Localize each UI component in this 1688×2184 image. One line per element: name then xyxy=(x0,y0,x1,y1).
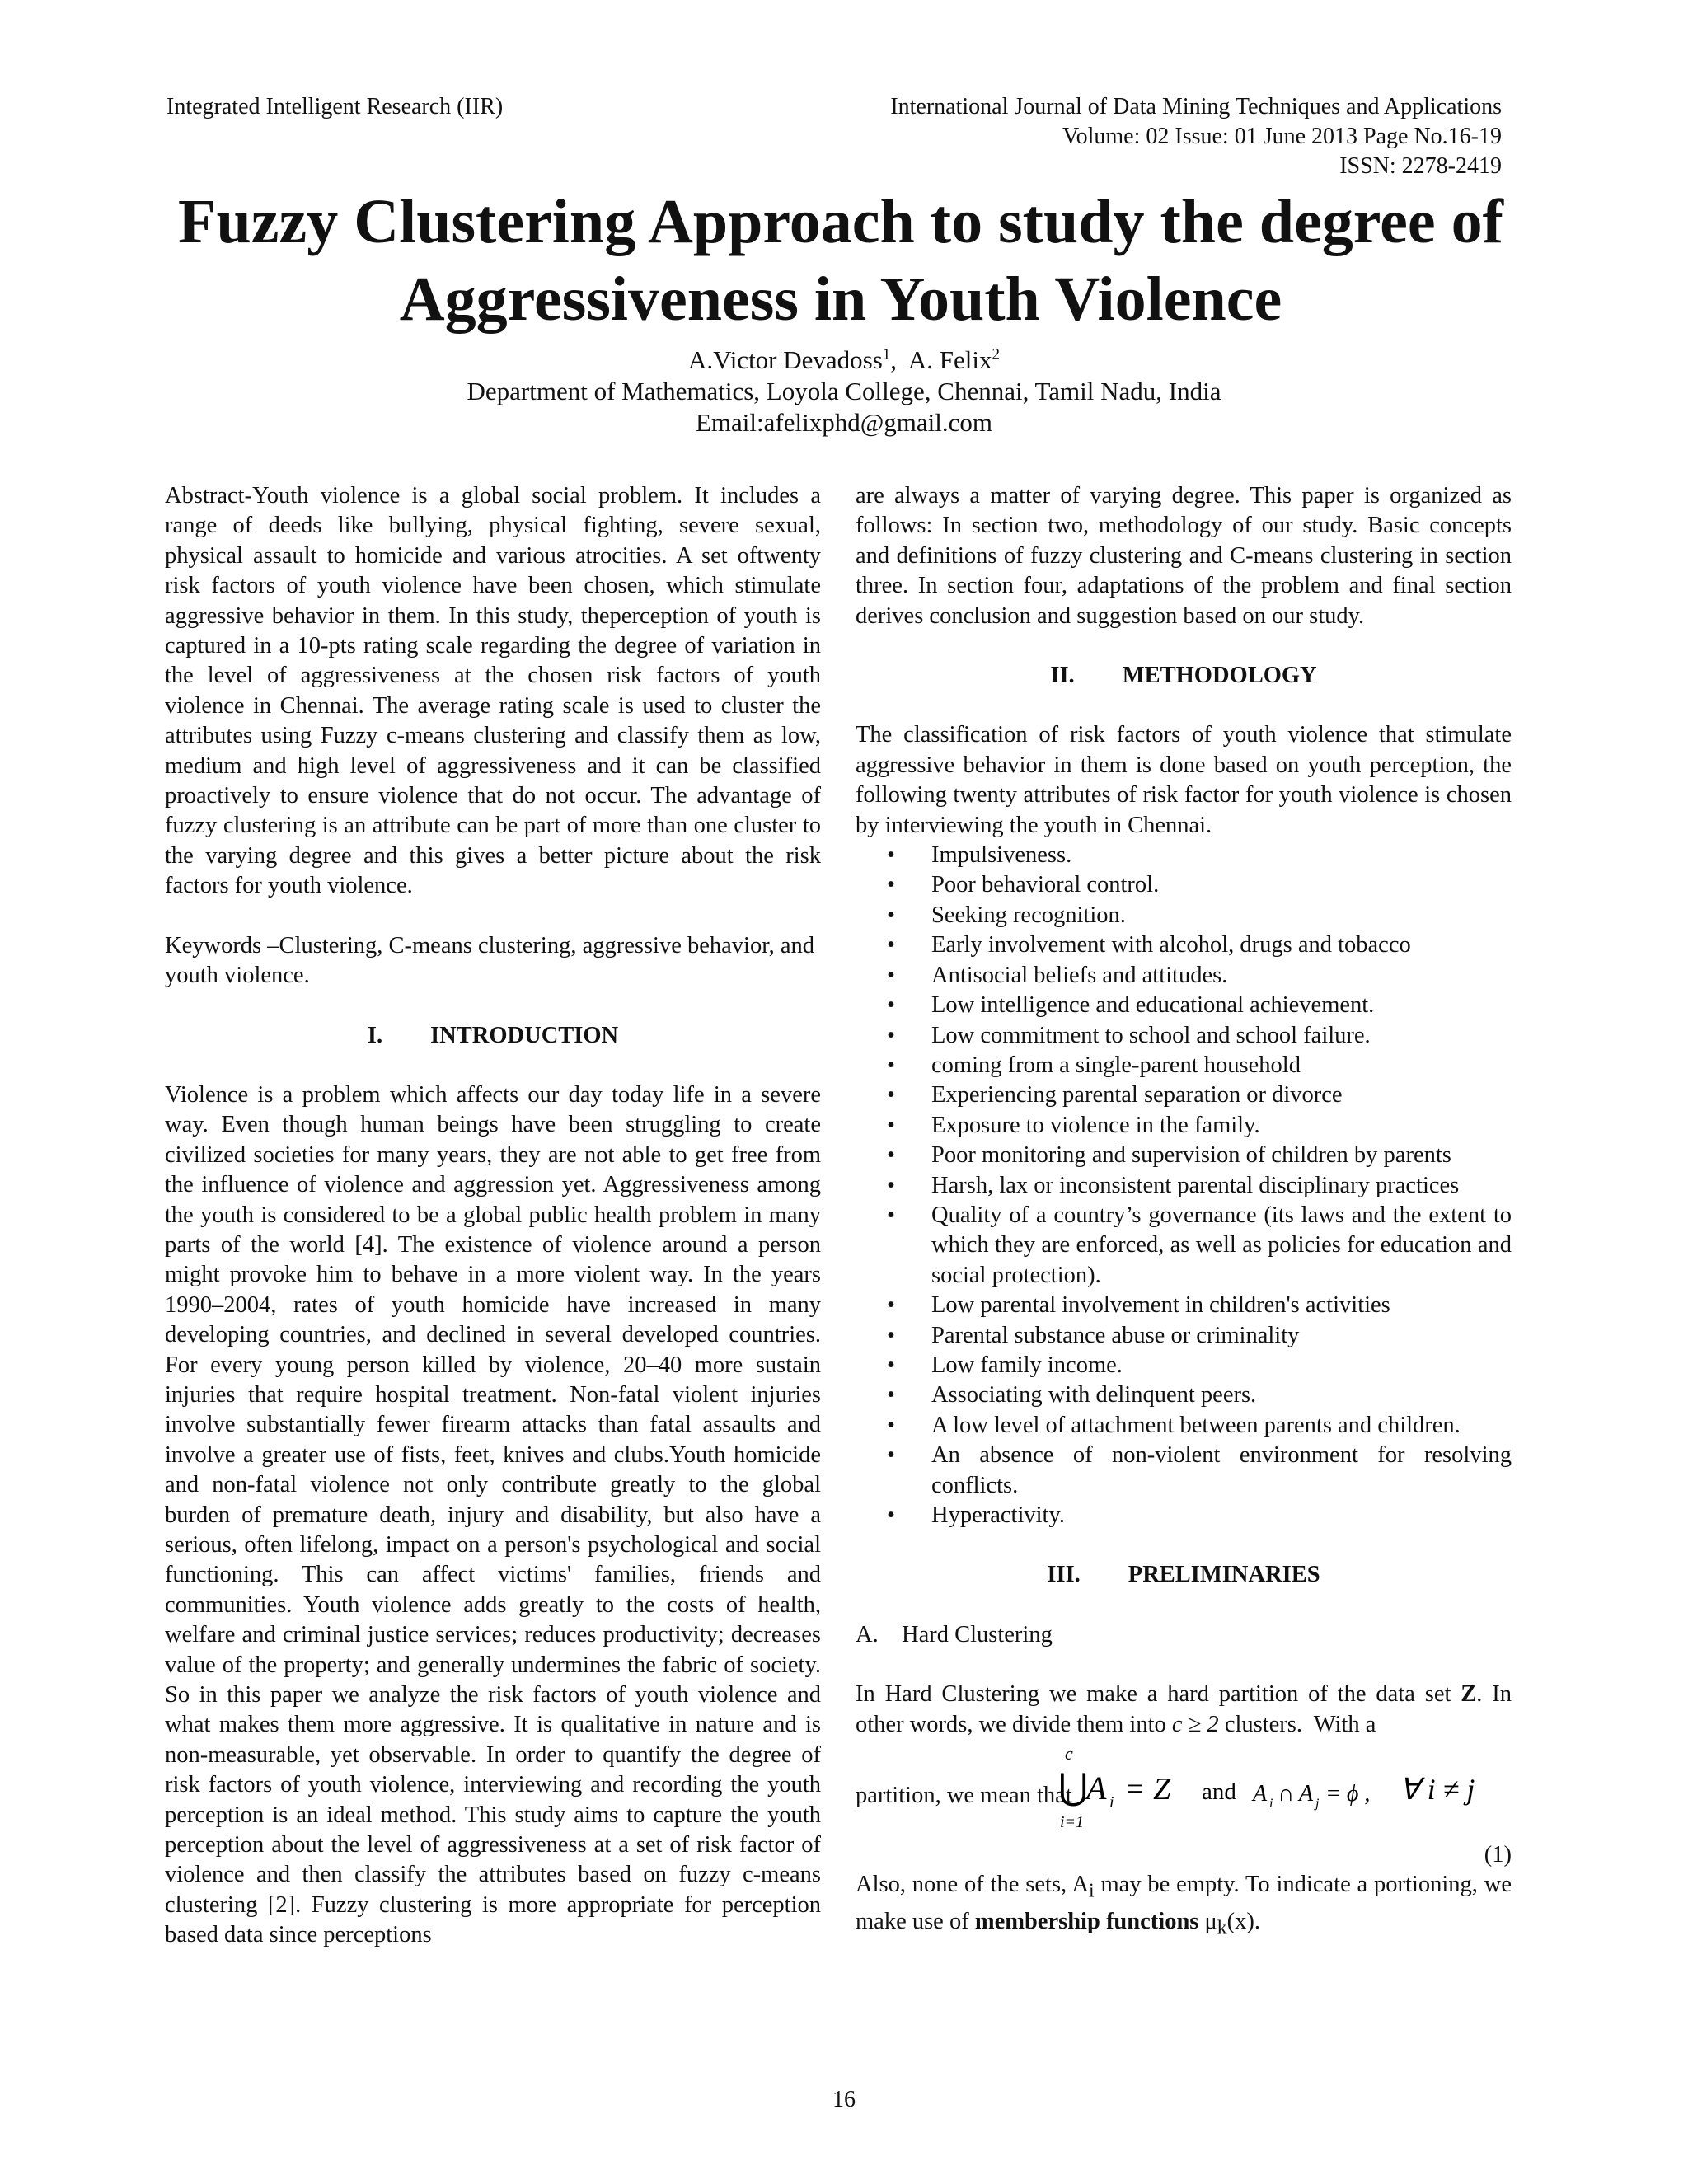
keywords: Keywords –Clustering, C-means clustering, aggressive behavior, and youth violence. xyxy=(165,932,814,989)
running-header-left: Integrated Intelligent Research (IIR) xyxy=(166,94,504,120)
risk-factor-text: A low level of attachment between parents and children. xyxy=(931,1412,1461,1438)
risk-factor-text: Seeking recognition. xyxy=(931,902,1126,928)
page-number: 16 xyxy=(832,2087,856,2112)
bullet-icon: • xyxy=(887,1322,895,1348)
section-number: I. xyxy=(367,1022,383,1048)
bullet-icon: • xyxy=(887,962,895,988)
risk-factor-text: Exposure to violence in the family. xyxy=(931,1112,1260,1138)
risk-factor-item xyxy=(856,1411,1512,1441)
subscript: i xyxy=(1089,1881,1095,1903)
inline-math: c ≥ 2 xyxy=(1171,1711,1219,1737)
author-1-affil: 1 xyxy=(882,345,891,363)
methodology-text: The classification of risk factors of youth violence that stimulate aggressive behavior in them is done based on youth perception, the following twenty attributes of risk factor for youth violence is chosen by interviewing the youth in Chennai. xyxy=(856,722,1512,838)
text-run: may be empty. To indicate a portioning, we make use of xyxy=(856,1872,1512,1934)
spacer xyxy=(165,991,821,1021)
spacer xyxy=(856,631,1512,661)
risk-factor-text: Hyperactivity. xyxy=(931,1502,1065,1528)
issn: ISSN: 2278-2419 xyxy=(1339,153,1502,179)
section-number: II. xyxy=(1050,663,1075,689)
text-run: In Hard Clustering we make a hard partition of the data set xyxy=(856,1681,1461,1708)
section-number: III. xyxy=(1047,1562,1081,1588)
risk-factor-item xyxy=(856,1021,1512,1051)
risk-factor-text: Antisocial beliefs and attitudes. xyxy=(931,962,1228,988)
and-word: and xyxy=(1202,1779,1236,1806)
bullet-icon: • xyxy=(887,1202,895,1228)
paper-title xyxy=(115,183,1566,338)
risk-factor-text: Low family income. xyxy=(931,1352,1123,1378)
author-2-affil: 2 xyxy=(992,345,1000,363)
section-title: PRELIMINARIES xyxy=(1128,1562,1320,1588)
intersection-symbol: ∩ xyxy=(1278,1781,1295,1807)
hard-clustering-text xyxy=(856,1680,1512,1740)
bullet-icon: • xyxy=(887,1412,895,1438)
risk-factor-item xyxy=(856,930,1512,960)
bullet-icon: • xyxy=(887,872,895,898)
formula-label: partition, we mean that xyxy=(856,1783,1072,1809)
risk-factor-text: Low intelligence and educational achievement. xyxy=(931,992,1375,1019)
for-all-condition: ∀ i ≠ j xyxy=(1400,1773,1475,1807)
bullet-icon: • xyxy=(887,1382,895,1408)
section-title: INTRODUCTION xyxy=(430,1022,619,1048)
risk-factor-text: Harsh, lax or inconsistent parental disciplinary practices xyxy=(931,1172,1460,1198)
author-1: A.Victor Devadoss xyxy=(688,345,883,374)
set-ai: A xyxy=(1253,1781,1268,1807)
partition-formula xyxy=(856,1740,1512,1840)
bullet-icon: • xyxy=(887,1502,895,1528)
risk-factor-item xyxy=(856,1171,1512,1201)
bullet-icon: • xyxy=(887,1052,895,1078)
dataset-symbol: Z xyxy=(1461,1681,1477,1708)
risk-factor-item xyxy=(856,901,1512,930)
risk-factor-item xyxy=(856,1351,1512,1380)
set-a-sub: i xyxy=(1109,1793,1114,1812)
journal-name: International Journal of Data Mining Techniques and Applications xyxy=(890,94,1502,120)
subsection-title: Hard Clustering xyxy=(902,1621,1053,1647)
bullet-icon: • xyxy=(887,1172,895,1198)
section-heading-methodology xyxy=(856,661,1512,691)
risk-factor-list xyxy=(856,841,1512,1530)
left-column xyxy=(165,481,821,1951)
introduction-continuation: are always a matter of varying degree. This paper is organized as follows: In section two, methodology of our study. Basic concepts and definitions of fuzzy clustering and C-means clustering in section three. In section four, adaptations of the problem and final section derives conclusion and suggestion based on our study. xyxy=(856,483,1512,629)
risk-factor-item xyxy=(856,1080,1512,1110)
author-separator: , xyxy=(890,345,908,374)
equation-number: (1) xyxy=(1484,1842,1512,1868)
risk-factor-item xyxy=(856,961,1512,991)
membership-text xyxy=(856,1870,1512,1943)
section-heading-introduction xyxy=(165,1021,821,1051)
volume-issue: Volume: 02 Issue: 01 June 2013 Page No.16-19 xyxy=(1062,124,1502,149)
risk-factor-text: An absence of non-violent environment for resolving conflicts. xyxy=(931,1442,1512,1498)
risk-factor-text: Impulsiveness. xyxy=(931,842,1072,869)
text-run: Also, none of the sets, A xyxy=(856,1872,1090,1898)
set-a: A xyxy=(1086,1769,1107,1807)
spacer xyxy=(856,1650,1512,1680)
spacer xyxy=(856,1591,1512,1620)
mu-subscript: k xyxy=(1217,1917,1227,1939)
bullet-icon: • xyxy=(887,1022,895,1048)
risk-factor-item xyxy=(856,1291,1512,1320)
bullet-icon: • xyxy=(887,992,895,1019)
text-run: . In other words, we divide them into xyxy=(856,1681,1512,1737)
section-title: METHODOLOGY xyxy=(1122,663,1317,689)
set-aj: A xyxy=(1299,1781,1314,1807)
text-run: clusters. With a xyxy=(1218,1711,1376,1737)
risk-factor-text: Low commitment to school and school failure. xyxy=(931,1022,1371,1048)
author-2: A. Felix xyxy=(907,345,992,374)
spacer xyxy=(165,1051,821,1080)
union-upper-limit: c xyxy=(1065,1743,1073,1765)
introduction-text: Violence is a problem which affects our day today life in a severe way. Even though human beings have been struggling to create civilized societies for many years, they are not able to get free from the influence of violence and aggression yet. Aggressiveness among the youth is considered to be a global public health problem in many parts of the world [4]. The existence of violence around a person might provoke him to behave in a more violent way. In the years 1990–2004, rates of youth homicide have increased in many developing countries, and declined in several developed countries. For every young person killed by violence, 20–40 more sustain injuries that require hospital treatment. Non-fatal violent injuries involve substantially fewer firearm attacks than fatal assaults and involve a greater use of fists, feet, knives and clubs.Youth homicide and non-fatal violence not only contribute greatly to the global burden of premature death, injury and disability, but also have a serious, often lifelong, impact on a person's psychological and social functioning. This can affect victims' families, friends and communities. Youth violence adds greatly to the costs of health, welfare and criminal justice services; reduces productivity; decreases value of the property; and generally undermines the fabric of society. So in this paper we analyze the risk factors of youth violence and what makes them more aggressive. It is qualitative in nature and is non-measurable, yet observable. In order to quantify the degree of risk factors of youth violence, interviewing and recording the youth perception is an ideal method. This study aims to capture the youth perception about the level of aggressiveness at a set of risk factor of violence and then classify the attributes based on fuzzy c-means clustering [2]. Fuzzy clustering is more appropriate for perception based data since perceptions xyxy=(165,1081,821,1948)
bullet-icon: • xyxy=(887,1352,895,1378)
bullet-icon: • xyxy=(887,1082,895,1108)
risk-factor-item xyxy=(856,1380,1512,1410)
right-column xyxy=(856,481,1512,1943)
email: Email:afelixphd@gmail.com xyxy=(696,408,992,437)
risk-factor-text: coming from a single-parent household xyxy=(931,1052,1301,1078)
subsection-letter: A. xyxy=(856,1621,879,1647)
risk-factor-item xyxy=(856,1321,1512,1351)
subsection-heading-hard-clustering xyxy=(856,1620,1512,1650)
risk-factor-item xyxy=(856,1111,1512,1141)
bullet-icon: • xyxy=(887,1112,895,1138)
risk-factor-text: Poor behavioral control. xyxy=(931,872,1160,898)
bullet-icon: • xyxy=(887,932,895,958)
abstract: Abstract-Youth violence is a global social problem. It includes a range of deeds like bullying, physical fighting, severe sexual, physical assault to homicide and various atrocities. A set oftwenty risk factors of youth violence have been chosen, which stimulate aggressive behavior in them. In this study, theperception of youth is captured in a 10-pts rating scale regarding the degree of variation in the level of aggressiveness at the chosen risk factors of youth violence in Chennai. The average rating scale is used to cluster the attributes using Fuzzy c-means clustering and classify them as low, medium and high level of aggressiveness and it can be classified proactively to ensure violence that do not occur. The advantage of fuzzy clustering is an attribute can be part of more than one cluster to the varying degree and this gives a better picture about the risk factors for youth violence. xyxy=(165,483,821,899)
set-ai-sub: i xyxy=(1269,1797,1273,1811)
bullet-icon: • xyxy=(887,842,895,869)
risk-factor-item xyxy=(856,1141,1512,1170)
affiliation: Department of Mathematics, Loyola College, Chennai, Tamil Nadu, India xyxy=(467,377,1221,405)
bullet-icon: • xyxy=(887,1142,895,1169)
title-line-1: Fuzzy Clustering Approach to study the degree of xyxy=(178,187,1503,256)
formula-graphic xyxy=(1058,1740,1512,1849)
author-names xyxy=(0,344,1688,376)
risk-factor-text: Poor monitoring and supervision of children by parents xyxy=(931,1142,1451,1169)
bullet-icon: • xyxy=(887,1292,895,1319)
risk-factor-item xyxy=(856,1501,1512,1530)
author-block xyxy=(0,344,1688,438)
union-lower-limit: i=1 xyxy=(1060,1813,1085,1832)
spacer xyxy=(165,902,821,931)
risk-factor-item xyxy=(856,841,1512,870)
running-header-right xyxy=(890,92,1502,181)
empty-set: = ϕ , xyxy=(1325,1781,1371,1807)
bullet-icon: • xyxy=(887,902,895,928)
title-line-2: Aggressiveness in Youth Violence xyxy=(399,265,1282,334)
mu-symbol: μ xyxy=(1198,1908,1217,1934)
bullet-icon: • xyxy=(887,1442,895,1469)
risk-factor-text: Quality of a country’s governance (its laws and the extent to which they are enforced, as well as policies for education and social protection). xyxy=(931,1202,1512,1288)
set-aj-sub: j xyxy=(1315,1797,1320,1811)
risk-factor-item xyxy=(856,991,1512,1020)
risk-factor-item xyxy=(856,1201,1512,1291)
spacer xyxy=(856,691,1512,720)
risk-factor-item xyxy=(856,1051,1512,1080)
section-heading-preliminaries xyxy=(856,1560,1512,1590)
formula-svg xyxy=(1058,1740,1512,1840)
risk-factor-text: Low parental involvement in children's activities xyxy=(931,1292,1390,1319)
risk-factor-item xyxy=(856,870,1512,900)
equals-z: = Z xyxy=(1124,1772,1171,1807)
spacer xyxy=(856,1530,1512,1560)
risk-factor-item xyxy=(856,1441,1512,1501)
risk-factor-text: Associating with delinquent peers. xyxy=(931,1382,1257,1408)
risk-factor-text: Parental substance abuse or criminality xyxy=(931,1322,1300,1348)
text-run: (x). xyxy=(1226,1908,1261,1934)
union-symbol: ⋃ xyxy=(1058,1767,1089,1808)
membership-functions-term: membership functions xyxy=(974,1908,1199,1934)
risk-factor-text: Early involvement with alcohol, drugs and tobacco xyxy=(931,932,1411,958)
risk-factor-text: Experiencing parental separation or divorce xyxy=(931,1082,1343,1108)
